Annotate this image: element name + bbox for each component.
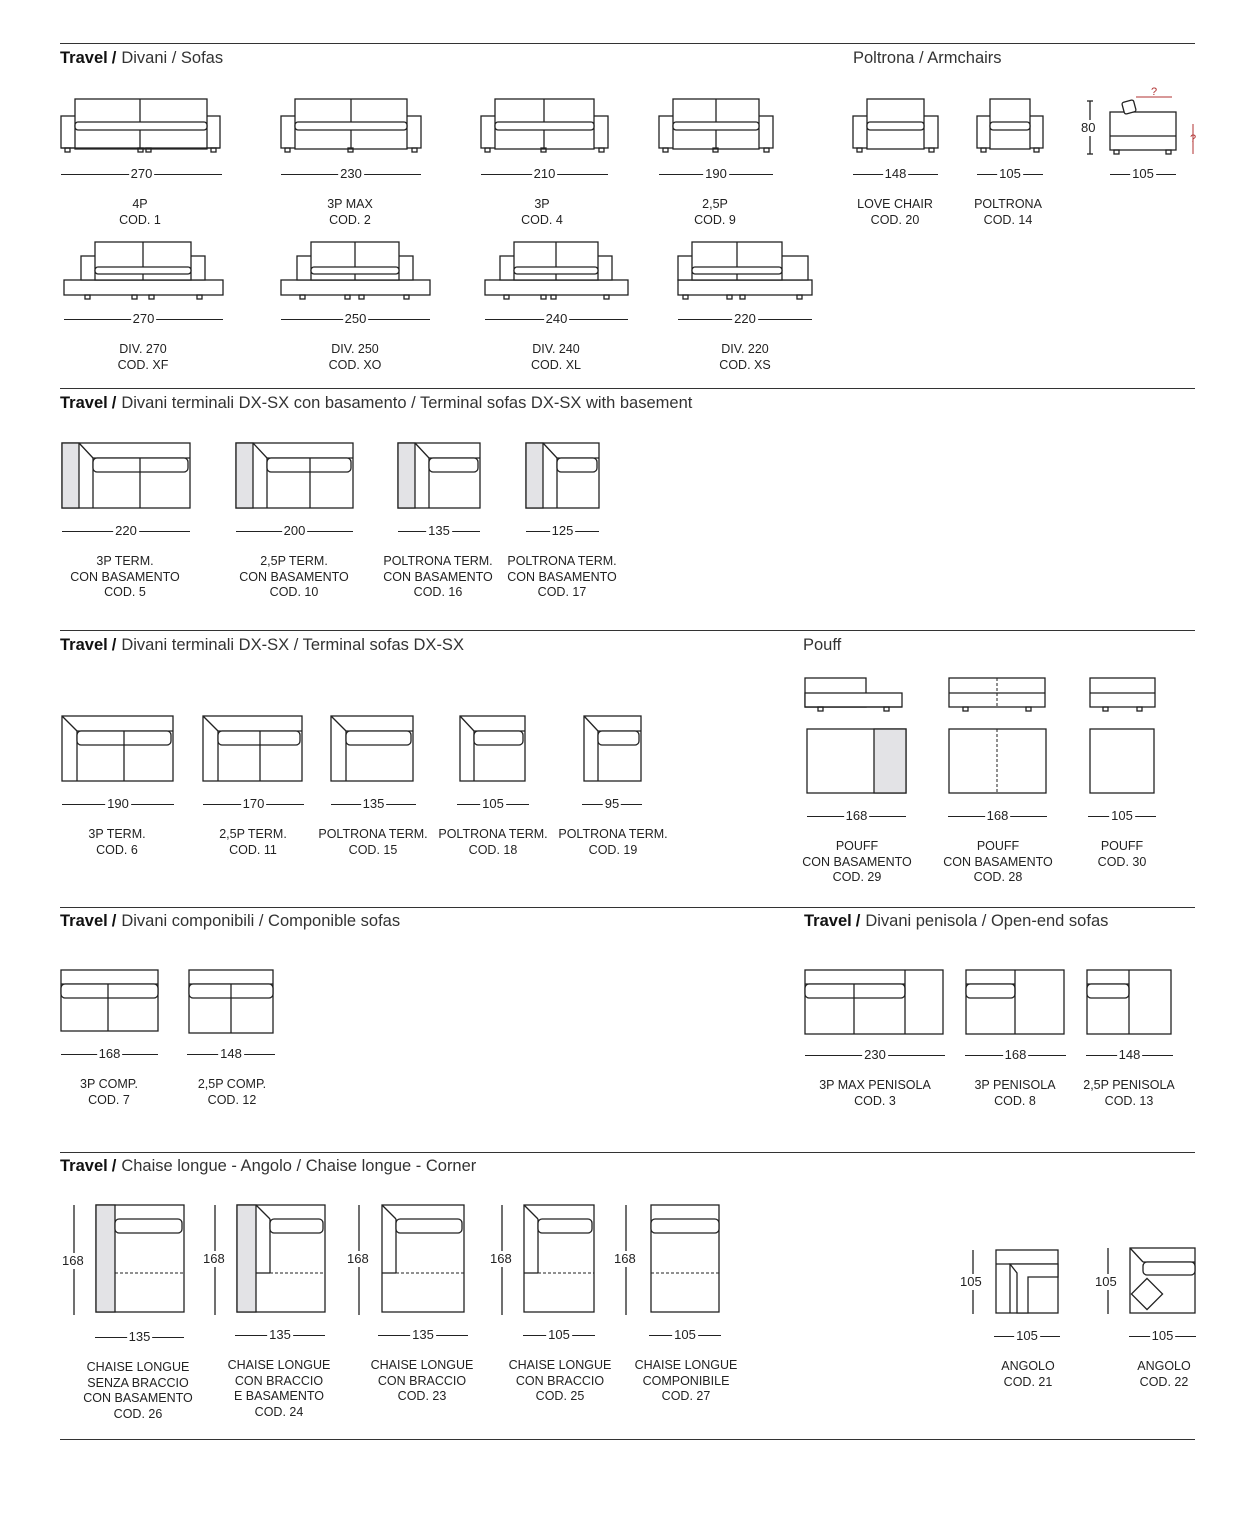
item-caption [68,342,218,373]
item-caption [42,827,192,858]
item-type: DIV. 240 [532,342,580,356]
item-code: COD. 30 [1097,854,1147,869]
item-code: COD. 24 [254,1404,304,1419]
dimension-value: 135 [412,1327,434,1342]
dimension-value: 135 [128,1329,151,1344]
dimension-value: 105 [1132,166,1154,181]
item-type: 3P MAX PENISOLA [819,1078,931,1092]
item-code: COD. 9 [694,212,736,227]
item-variant: CON BASAMENTO [383,569,493,584]
item-caption [933,197,1083,228]
dimension-value: 105 [1016,1328,1038,1343]
sofa-25p-front-drawing [659,99,773,152]
dimension-value: 105 [482,796,504,811]
item-caption [611,1358,761,1405]
dimension-line [1129,1329,1196,1343]
item-type: 3P TERM. [88,827,146,841]
dimension-line [61,1047,158,1061]
section-header-openend: Travel / Divani penisola / Open-end sofas [804,912,1109,930]
dimension-line [807,809,906,823]
item-caption [782,839,932,886]
item-variant: SENZA BRACCIO [87,1375,189,1390]
poltrona-front-drawing [977,99,1043,152]
item-type: CHAISE LONGUE [86,1360,190,1374]
item-caption [219,554,369,601]
item-type: POLTRONA TERM. [558,827,668,841]
dimension-line [1088,809,1156,823]
item-code: COD. 8 [994,1093,1036,1108]
height-label: 105 [960,1274,982,1289]
item-caption [953,1359,1103,1390]
section-title: Divani terminali DX-SX con basamento / Terminal sofas DX-SX with basement [121,394,693,412]
tb5-plan-drawing [62,443,190,508]
dimension-value: 168 [98,1046,121,1061]
dimension-value: 105 [1111,808,1133,823]
item-code: COD. 28 [973,870,1023,884]
item-code: COD. 25 [535,1389,585,1403]
item-type: ANGOLO [1001,1359,1055,1373]
div240-front-drawing [485,242,628,299]
armchair-side-drawing [1087,97,1193,154]
dimension-line [977,167,1043,181]
dimension-line [649,1328,721,1342]
section-header-terminal: Travel / Divani terminali DX-SX / Terminal sofas DX-SX [60,636,464,654]
dimension-value: 148 [884,166,907,181]
dimension-value: 210 [533,166,556,181]
item-code: COD. 5 [104,585,146,599]
dimension-value: 200 [283,523,306,538]
item-code: COD. 10 [269,585,319,599]
item-variant: COMPONIBILE [642,1373,730,1388]
ch26-plan-drawing [74,1205,184,1315]
dimension-value: 168 [986,808,1009,823]
dimension-line [481,167,608,181]
item-code: COD. 21 [1003,1374,1053,1389]
item-type: POUFF [976,839,1020,853]
item-type: 3P [534,197,550,211]
item-type: DIV. 270 [119,342,167,356]
item-caption [204,1358,354,1420]
item-code: COD. 29 [832,870,882,884]
brand-label: Travel [60,912,108,930]
item-code: COD. 27 [661,1389,711,1403]
dimension-value: 135 [362,796,385,811]
dimension-line [805,1048,945,1062]
dimension-value: 190 [107,796,129,811]
tb17-plan-drawing [526,443,599,508]
armchair-side-unknown-label: ? [1151,86,1158,98]
love-chair-front-drawing [853,99,938,152]
item-variant: CON BASAMENTO [802,854,912,869]
item-caption [50,554,200,601]
armchair-side-height-label: 80 [1081,120,1096,135]
item-variant: CON BASAMENTO [70,569,180,584]
tb16-plan-drawing [398,443,480,508]
item-code: COD. 6 [96,842,138,857]
section-title: Divani terminali DX-SX / Terminal sofas DX-SX [121,636,464,654]
dimension-line [187,1047,275,1061]
height-label: 168 [490,1251,512,1266]
section-title: Divani / Sofas [121,49,224,67]
item-caption [538,827,688,858]
dimension-value: 135 [269,1327,291,1342]
item-caption [800,1078,950,1109]
dimension-line [281,167,421,181]
dimension-value: 148 [220,1046,242,1061]
item-code: COD. 14 [983,212,1033,227]
item-type: 4P [132,197,148,211]
brand-label: Travel [804,912,852,930]
item-type: POLTRONA TERM. [318,827,428,841]
dimension-line [948,809,1047,823]
t15-plan-drawing [331,716,413,781]
item-type: 2,5P TERM. [219,827,287,841]
item-code: COD. 1 [119,212,161,227]
dimension-line [95,1330,184,1344]
height-label: 168 [347,1251,369,1266]
item-caption [1089,1359,1239,1390]
item-caption [1054,1078,1204,1109]
item-code: COD. 13 [1104,1093,1154,1108]
dimension-value: 168 [1004,1047,1027,1062]
dimension-line [62,797,174,811]
sofa-4p-front-drawing [61,99,220,152]
section-title: Divani componibili / Componible sofas [121,912,401,930]
dimension-line [853,167,938,181]
pouff-30-drawing [1090,678,1155,793]
item-code: COD. XS [719,357,771,372]
item-code: COD. 4 [521,212,563,227]
item-type: POUFF [835,839,879,853]
ch24-plan-drawing [215,1205,325,1315]
height-label: 168 [614,1251,636,1266]
item-variant: CON BASAMENTO [239,569,349,584]
item-code: COD. 19 [588,842,638,857]
item-caption [640,197,790,228]
dimension-value: 270 [130,166,153,181]
item-type: 2,5P PENISOLA [1083,1078,1175,1092]
height-label: 105 [1095,1274,1117,1289]
section-header-componible: Travel / Divani componibili / Componible sofas [60,912,401,930]
item-caption [63,1360,213,1422]
sofa-3pmax-front-drawing [281,99,421,152]
armchair-side-unknown-label-2: ? [1190,133,1197,145]
a22-plan-drawing [1108,1248,1195,1314]
section-header-chaise: Travel / Chaise longue - Angolo / Chaise longue - Corner [60,1157,477,1175]
dimension-value: 135 [428,523,450,538]
a21-plan-drawing [973,1250,1058,1314]
section-title: Pouff [803,636,842,654]
tb10-plan-drawing [236,443,353,508]
t6-plan-drawing [62,716,173,781]
item-code: COD. 15 [348,842,398,857]
div270-front-drawing [64,242,223,299]
c12-plan-drawing [189,970,273,1033]
dimension-line [203,797,304,811]
item-variant-2: E BASAMENTO [233,1389,325,1403]
t11-plan-drawing [203,716,302,781]
ch27-plan-drawing [626,1205,719,1315]
item-type: POLTRONA TERM. [507,554,617,568]
dimension-value: 105 [999,166,1021,181]
pouff-29-drawing [805,678,906,793]
item-caption [670,342,820,373]
dimension-value: 95 [604,796,620,811]
item-caption [481,342,631,373]
dimension-value: 220 [734,311,756,326]
c7-plan-drawing [61,970,158,1031]
section-title: Chaise longue - Angolo / Chaise longue - Corner [121,1157,477,1175]
item-caption [280,342,430,373]
item-type: POLTRONA TERM. [383,554,493,568]
brand-label: Travel [60,394,108,412]
item-type: 3P TERM. [96,554,154,568]
dimension-value: 240 [545,311,568,326]
item-code: COD. 23 [397,1389,447,1403]
dimension-line [235,1328,325,1342]
div220-front-drawing [678,242,812,299]
dimension-line [582,797,642,811]
dimension-value: 250 [344,311,367,326]
item-code: COD. 26 [113,1406,163,1421]
item-type: CHAISE LONGUE [227,1358,331,1372]
dimension-line [994,1329,1060,1343]
dimension-line [64,312,223,326]
dimension-value: 190 [705,166,727,181]
dimension-value: 105 [1151,1328,1174,1343]
dimension-line [61,167,222,181]
t18-plan-drawing [460,716,525,781]
item-caption [467,197,617,228]
dimension-value: 105 [674,1327,696,1342]
section-title: Divani penisola / Open-end sofas [865,912,1109,930]
pouff-28-drawing [949,678,1046,793]
item-type: DIV. 250 [331,342,379,356]
item-variant-2: CON BASAMENTO [83,1391,193,1405]
item-code: COD. 17 [537,585,587,599]
div250-front-drawing [281,242,430,299]
item-type: POLTRONA TERM. [438,827,548,841]
item-type: POLTRONA [974,197,1042,211]
item-type: 2,5P TERM. [260,554,328,568]
ch23-plan-drawing [359,1205,464,1315]
dimension-line [965,1048,1066,1062]
dimension-value: 105 [548,1327,570,1342]
item-type: 2,5P [702,197,728,211]
dimension-value: 170 [242,796,265,811]
item-code: COD. 12 [207,1092,257,1107]
item-code: COD. 20 [870,212,920,227]
dimension-line [62,524,190,538]
item-caption [65,197,215,228]
dimension-line [526,524,599,538]
dimension-line [1086,1048,1173,1062]
sofa-3p-front-drawing [481,99,608,152]
item-code: COD. 7 [88,1092,130,1107]
dimension-value: 230 [340,166,362,181]
item-type: ANGOLO [1137,1359,1191,1373]
item-type: 3P COMP. [80,1077,138,1091]
item-variant: CON BRACCIO [515,1373,605,1388]
item-caption [347,1358,497,1405]
item-code: COD. 16 [413,585,463,599]
ch25-plan-drawing [502,1205,594,1315]
dimension-value: 230 [864,1047,886,1062]
brand-label: Travel [60,636,108,654]
item-type: POUFF [1100,839,1144,853]
section-title: Poltrona / Armchairs [853,49,1002,67]
armchair-side-depth-dimension [1110,167,1176,181]
item-caption [487,554,637,601]
item-type: CHAISE LONGUE [508,1358,612,1372]
dimension-line [523,1328,595,1342]
item-code: COD. XF [117,357,169,372]
item-code: COD. 22 [1139,1374,1189,1389]
item-type: CHAISE LONGUE [370,1358,474,1372]
item-code: COD. 18 [468,842,518,857]
dimension-line [485,312,628,326]
o13-plan-drawing [1087,970,1171,1034]
item-code: COD. XO [328,357,382,372]
item-type: DIV. 220 [721,342,769,356]
item-type: 2,5P COMP. [197,1077,267,1091]
dimension-value: 168 [845,808,868,823]
dimension-line [281,312,430,326]
o8-plan-drawing [966,970,1064,1034]
item-code: COD. 2 [329,212,371,227]
dimension-line [457,797,529,811]
dimension-line [378,1328,468,1342]
item-caption [275,197,425,228]
dimension-value: 270 [132,311,155,326]
item-code: COD. 11 [229,842,277,857]
item-caption [1047,839,1197,870]
dimension-line [236,524,353,538]
dimension-value: 125 [551,523,574,538]
item-variant: CON BASAMENTO [943,854,1053,869]
dimension-line [398,524,480,538]
o3-plan-drawing [805,970,943,1034]
section-header-terminal-basement: Travel / Divani terminali DX-SX con basamento / Terminal sofas DX-SX with basement [60,394,693,412]
dimension-line [331,797,416,811]
dimension-line [678,312,812,326]
item-code: COD. 3 [854,1093,896,1108]
item-type: 3P MAX [327,197,373,211]
t19-plan-drawing [584,716,641,781]
dimension-line [659,167,773,181]
item-code: COD. XL [530,357,581,372]
item-caption [157,1077,307,1108]
item-type: 3P PENISOLA [974,1078,1056,1092]
height-label: 168 [62,1253,84,1268]
item-variant: CON BRACCIO [234,1373,324,1388]
item-variant: CON BRACCIO [377,1373,467,1388]
height-label: 168 [203,1251,225,1266]
section-header-sofas: Travel / Divani / Sofas [60,49,224,67]
brand-label: Travel [60,1157,108,1175]
dimension-value: 148 [1118,1047,1141,1062]
item-type: LOVE CHAIR [857,197,933,211]
item-type: CHAISE LONGUE [634,1358,738,1372]
brand-label: Travel [60,49,108,67]
item-variant: CON BASAMENTO [507,569,617,584]
dimension-value: 220 [115,523,137,538]
